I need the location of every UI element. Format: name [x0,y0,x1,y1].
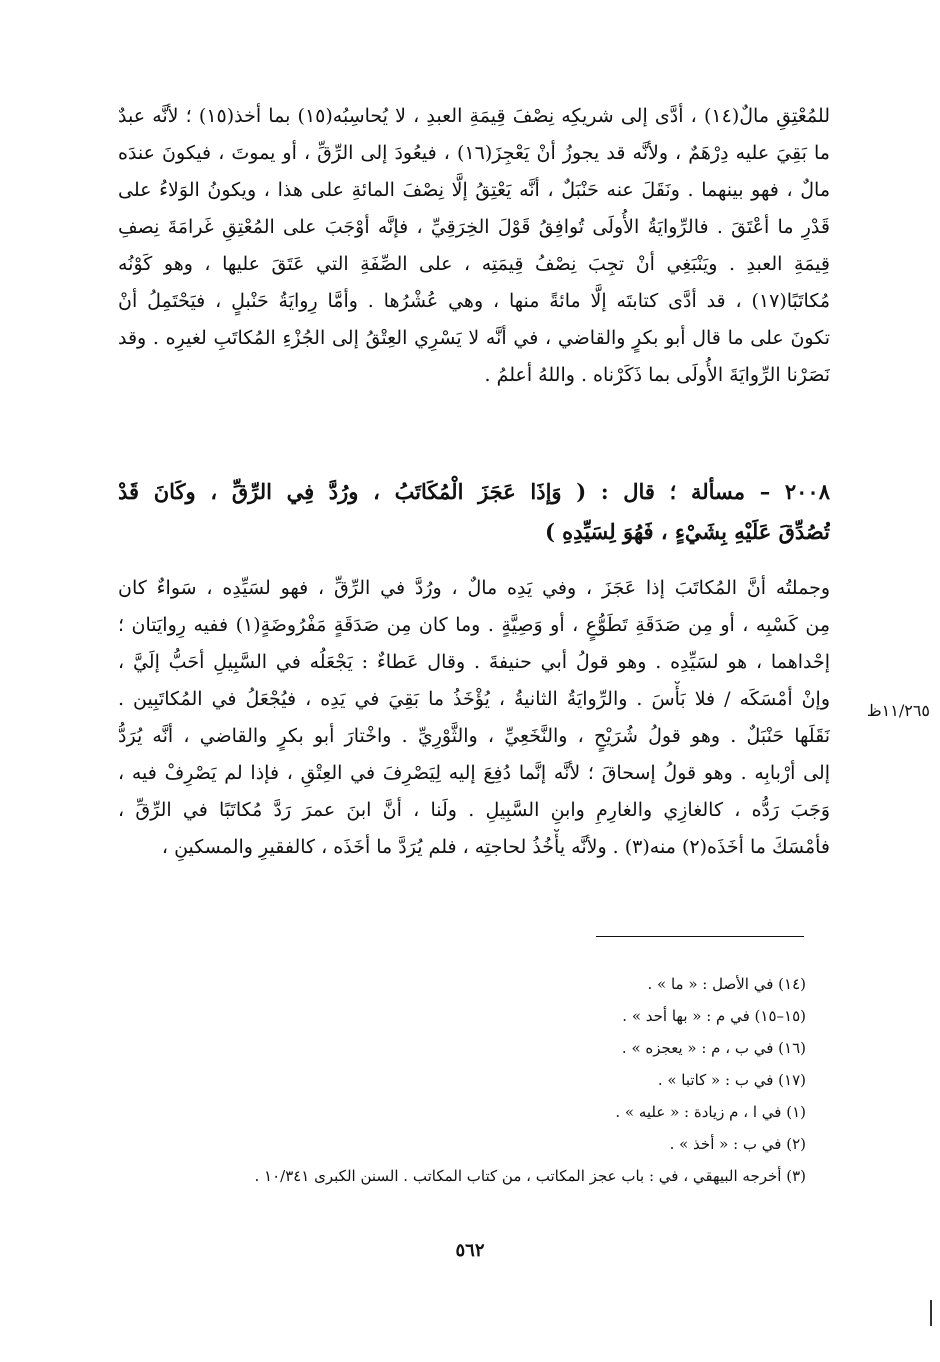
text-line: وإنْ أمْسَكَه / فلا بَأْسَ . والرِّوايَةُ الثانيةُ ، يُؤْخَذُ ما بَقِيَ في يَدِه ، فيُجْعَلُ في المُكاتَبِين . [118,688,830,710]
text-line: وجملتُه أنَّ المُكاتَبَ إذا عَجَزَ ، وفي يَدِه مالٌ ، ورُدَّ في الرِّقِّ ، فهو لسَيِّدِه ، سَواءٌ كان [118,577,830,599]
footnote-separator [596,936,804,937]
text-line: إحْداهما ، هو لسَيِّدِه . وهو قولُ أبي حنيفةَ . وقال عَطاءٌ : يَجْعَلُه في السَّبِيلِ أحَبُّ إلَيَّ ، [118,651,830,673]
text-line: قِيمَةِ العبدِ . ويَنْبَغِي أنْ تجِبَ نِصْفُ قِيمَتِه ، على الصِّفَةِ التي عَتَقَ عليها ، وهو كَوْنُه [118,253,830,275]
footnote: (١٤) في الأصل : « ما » . [647,975,806,993]
heading-line: تُصُدِّقَ عَلَيْهِ بِشَيْءٍ ، فَهُوَ لِسَيِّدِهِ ) [544,519,830,544]
text-line: مالٌ ، فهو بينهما . ونَقَلَ عنه حَنْبَلٌ ، أنَّه يَعْتِقُ إلَّا نِصْفَ المائةِ على هذا ، ويكونُ الوَلاءُ على [118,179,830,201]
issue-heading [118,472,830,552]
text-line: نَصَرْنا الرِّوايَةَ الأُولَى بما ذَكَرْناه . واللهُ أعلمُ . [484,364,830,386]
paragraph-explanation [118,570,830,866]
scan-edge-mark [930,1300,932,1326]
paragraph-continuation [118,98,830,394]
text-line: قَدْرِ ما أعْتَقَ . فالرِّوايَةُ الأُولَى تُوافِقُ قَوْلَ الخِرَقِيِّ ، فإنَّه أوْجَبَ على المُعْتِقِ غَرامَةَ نِصفِ [118,216,830,238]
footnote: (١٥–١٥) في م : « بها أحد » . [622,1007,806,1025]
text-line: ما بَقِيَ عليه دِرْهَمٌ ، ولأنَّه قد يجوزُ أنْ يَعْجِزَ(١٦) ، فيعُودَ إلى الرِّقِّ ، أو يموتَ ، فيكونَ عندَه [118,142,830,164]
text-line: فأمْسَكَ ما أخَذَه(٢) منه(٣) . ولأنَّه يأْخُذُ لحاجتِه ، فلم يُرَدَّ ما أخَذَه ، كالفقيرِ والمسكينِ ، [161,836,830,858]
footnote: (٣) أخرجه البيهقي ، في : باب عجز المكاتب ، من كتاب المكاتب . السنن الكبرى ١٠/٣٤١ . [254,1167,806,1185]
text-line: نَقَلَها حَنْبَلٌ . وهو قولُ شُرَيْحٍ ، والنَّخَعِيِّ ، والثَّوْرِيِّ . واخْتارَ أبو بكرٍ والقاضي ، أنَّه يُرَدُّ [118,725,830,747]
text-line: مِن كَسْبِه ، أو مِن صَدَقَةِ تَطَوُّعٍ ، أو وَصِيَّةٍ . وما كان مِن صَدَقَةٍ مَفْرُوضَةٍ(١) ففيه رِوايَتان ؛ [118,614,830,636]
text-line: وَجَبَ رَدُّه ، كالغازِي والغارِمِ وابنِ السَّبِيلِ . ولَنا ، أنَّ ابنَ عمرَ رَدَّ مُكاتَبًا في الرِّقِّ ، [118,799,830,821]
text-line: إلى أرْبابِه . وهو قولُ إسحاقَ ؛ لأنَّه إنَّما دُفِعَ إليه لِيَصْرِفَ في العِتْقِ ، فإذا لم يَصْرِفْ فيه ، [118,762,830,784]
text-line: مُكاتَبًا(١٧) ، قد أدَّى كتابتَه إلَّا مائةً منها ، وهي عُشْرُها . وأمَّا رِوايَةُ حَنْبلٍ ، فيَحْتَمِلُ أنْ [118,290,830,312]
footnote: (١٧) في ب : « كاتبا » . [657,1071,806,1089]
footnote: (١٦) في ب ، م : « يعجزه » . [621,1039,806,1057]
page-number: ٥٦٢ [455,1240,485,1261]
text-line: للمُعْتِقِ مالٌ(١٤) ، أدَّى إلى شريكِه نِصْفَ قِيمَةِ العبدِ ، لا يُحاسِبُه(١٥) بما أخذ(١٥) ؛ لأنَّه عبدٌ [118,105,830,127]
heading-line: ٢٠٠٨ – مسألة ؛ قال : ( وَإذَا عَجَزَ الْمُكَاتَبُ ، ورُدَّ فِي الرِّقِّ ، وكَانَ قَدْ [118,479,830,504]
footnote: (١) في ا ، م زيادة : « عليه » . [615,1103,806,1121]
footnote: (٢) في ب : « أخذ » . [669,1135,806,1153]
footnotes [200,968,806,1192]
text-line: تكونَ على ما قال أبو بكرٍ والقاضي ، في أنَّه لا يَسْرِي العِتْقُ إلى الجُزْءِ المُكاتَبِ لغيرِه . وقد [118,327,830,349]
margin-manuscript-reference: ١١/٢٦٥ظ [866,701,930,720]
